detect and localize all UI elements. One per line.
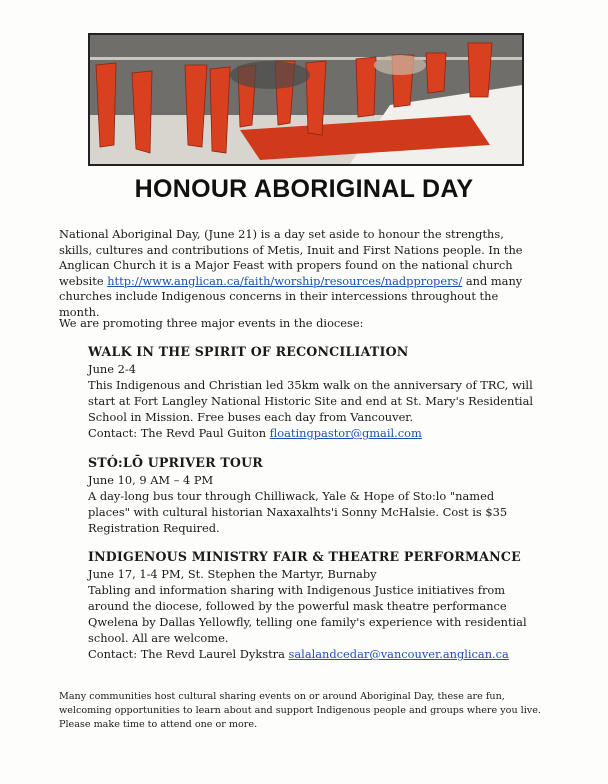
intro-text-after: and many churches include Indigenous concerns in their intercessions throughout the month. [59, 273, 523, 319]
header-photo [88, 33, 524, 166]
propers-link[interactable]: http://www.anglican.ca/faith/worship/resources/nadppropers/ [107, 273, 463, 288]
event-title: WALK IN THE SPIRIT OF RECONCILIATION [88, 344, 409, 359]
intro-paragraph [59, 227, 539, 320]
event-description: A day-long bus tour through Chilliwack, Yale & Hope of Sto:lo "named places" with cultural historian Naxaxalhts'i Sonny McHalsie. Cost is $35 Registration Required. [88, 489, 508, 535]
event-upriver-tour [88, 455, 538, 536]
event-ministry-fair [88, 549, 538, 662]
event-walk [88, 344, 538, 441]
event-description: Tabling and information sharing with Indigenous Justice initiatives from around the diocese, followed by the powerful mask theatre performance Qwelena by Dallas Yellowfly, telling one family's experience with residential school. All are welcome. [88, 583, 527, 645]
contact-email-link[interactable]: floatingpastor@gmail.com [269, 426, 422, 440]
salmon-drying-illustration [90, 35, 522, 164]
intro-text: National Aboriginal Day, (June 21) is a day set aside to honour the strengths, skills, cultures and contributions of Metis, Inuit and First Nations people. In the Anglican Church it is a Major Feast with propers found on the national church website [59, 227, 523, 288]
contact-label: Contact: The Revd Laurel Dykstra [88, 647, 289, 661]
event-date: June 2-4 [88, 362, 136, 376]
promo-line: We are promoting three major events in the diocese: [59, 316, 364, 330]
footer-note: Many communities host cultural sharing events on or around Aboriginal Day, these are fun, welcoming opportunities to learn about and support Indigenous people and groups where you live. Please make time to attend one or more. [59, 691, 541, 730]
page-title: HONOUR ABORIGINAL DAY [134, 175, 474, 203]
event-date: June 10, 9 AM – 4 PM [88, 473, 214, 487]
event-contact [88, 425, 538, 441]
contact-email-link[interactable]: salalandcedar@vancouver.anglican.ca [288, 647, 509, 661]
event-date: June 17, 1-4 PM, St. Stephen the Martyr, Burnaby [88, 567, 377, 581]
contact-label: Contact: The Revd Paul Guiton [88, 426, 270, 440]
event-description: This Indigenous and Christian led 35km walk on the anniversary of TRC, will start at Fort Langley National Historic Site and end at St. Mary's Residential School in Mission. Free buses each day from Vancouver. [88, 378, 534, 424]
event-title: INDIGENOUS MINISTRY FAIR & THEATRE PERFORMANCE [88, 549, 521, 564]
event-contact [88, 646, 538, 662]
event-title: STÓ:LŌ UPRIVER TOUR [88, 455, 263, 470]
